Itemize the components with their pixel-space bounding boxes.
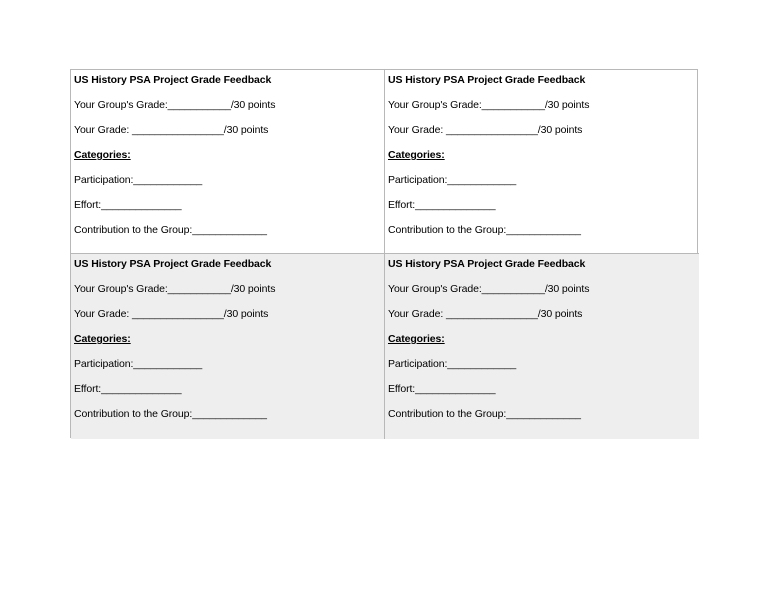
participation-line: Participation:____________	[388, 174, 517, 186]
feedback-card-top-right	[385, 70, 699, 254]
categories-heading: Categories:	[388, 149, 445, 161]
effort-line: Effort:______________	[388, 199, 496, 211]
group-grade-line: Your Group's Grade:___________/30 points	[74, 99, 276, 111]
contribution-line: Contribution to the Group:_____________	[74, 408, 267, 420]
your-grade-line: Your Grade: ________________/30 points	[388, 124, 583, 136]
participation-line: Participation:____________	[388, 358, 517, 370]
group-grade-line: Your Group's Grade:___________/30 points	[74, 283, 276, 295]
card-title: US History PSA Project Grade Feedback	[388, 258, 586, 270]
feedback-card-top-left	[71, 70, 385, 254]
card-title: US History PSA Project Grade Feedback	[74, 74, 272, 86]
participation-line: Participation:____________	[74, 174, 203, 186]
feedback-card-bottom-right	[385, 254, 699, 439]
feedback-sheet	[70, 69, 698, 438]
effort-line: Effort:______________	[388, 383, 496, 395]
categories-heading: Categories:	[388, 333, 445, 345]
participation-line: Participation:____________	[74, 358, 203, 370]
categories-heading: Categories:	[74, 333, 131, 345]
contribution-line: Contribution to the Group:_____________	[388, 224, 581, 236]
group-grade-line: Your Group's Grade:___________/30 points	[388, 99, 590, 111]
contribution-line: Contribution to the Group:_____________	[388, 408, 581, 420]
group-grade-line: Your Group's Grade:___________/30 points	[388, 283, 590, 295]
effort-line: Effort:______________	[74, 199, 182, 211]
contribution-line: Contribution to the Group:_____________	[74, 224, 267, 236]
your-grade-line: Your Grade: ________________/30 points	[388, 308, 583, 320]
card-title: US History PSA Project Grade Feedback	[74, 258, 272, 270]
effort-line: Effort:______________	[74, 383, 182, 395]
categories-heading: Categories:	[74, 149, 131, 161]
card-title: US History PSA Project Grade Feedback	[388, 74, 586, 86]
feedback-card-bottom-left	[71, 254, 385, 439]
your-grade-line: Your Grade: ________________/30 points	[74, 308, 269, 320]
your-grade-line: Your Grade: ________________/30 points	[74, 124, 269, 136]
